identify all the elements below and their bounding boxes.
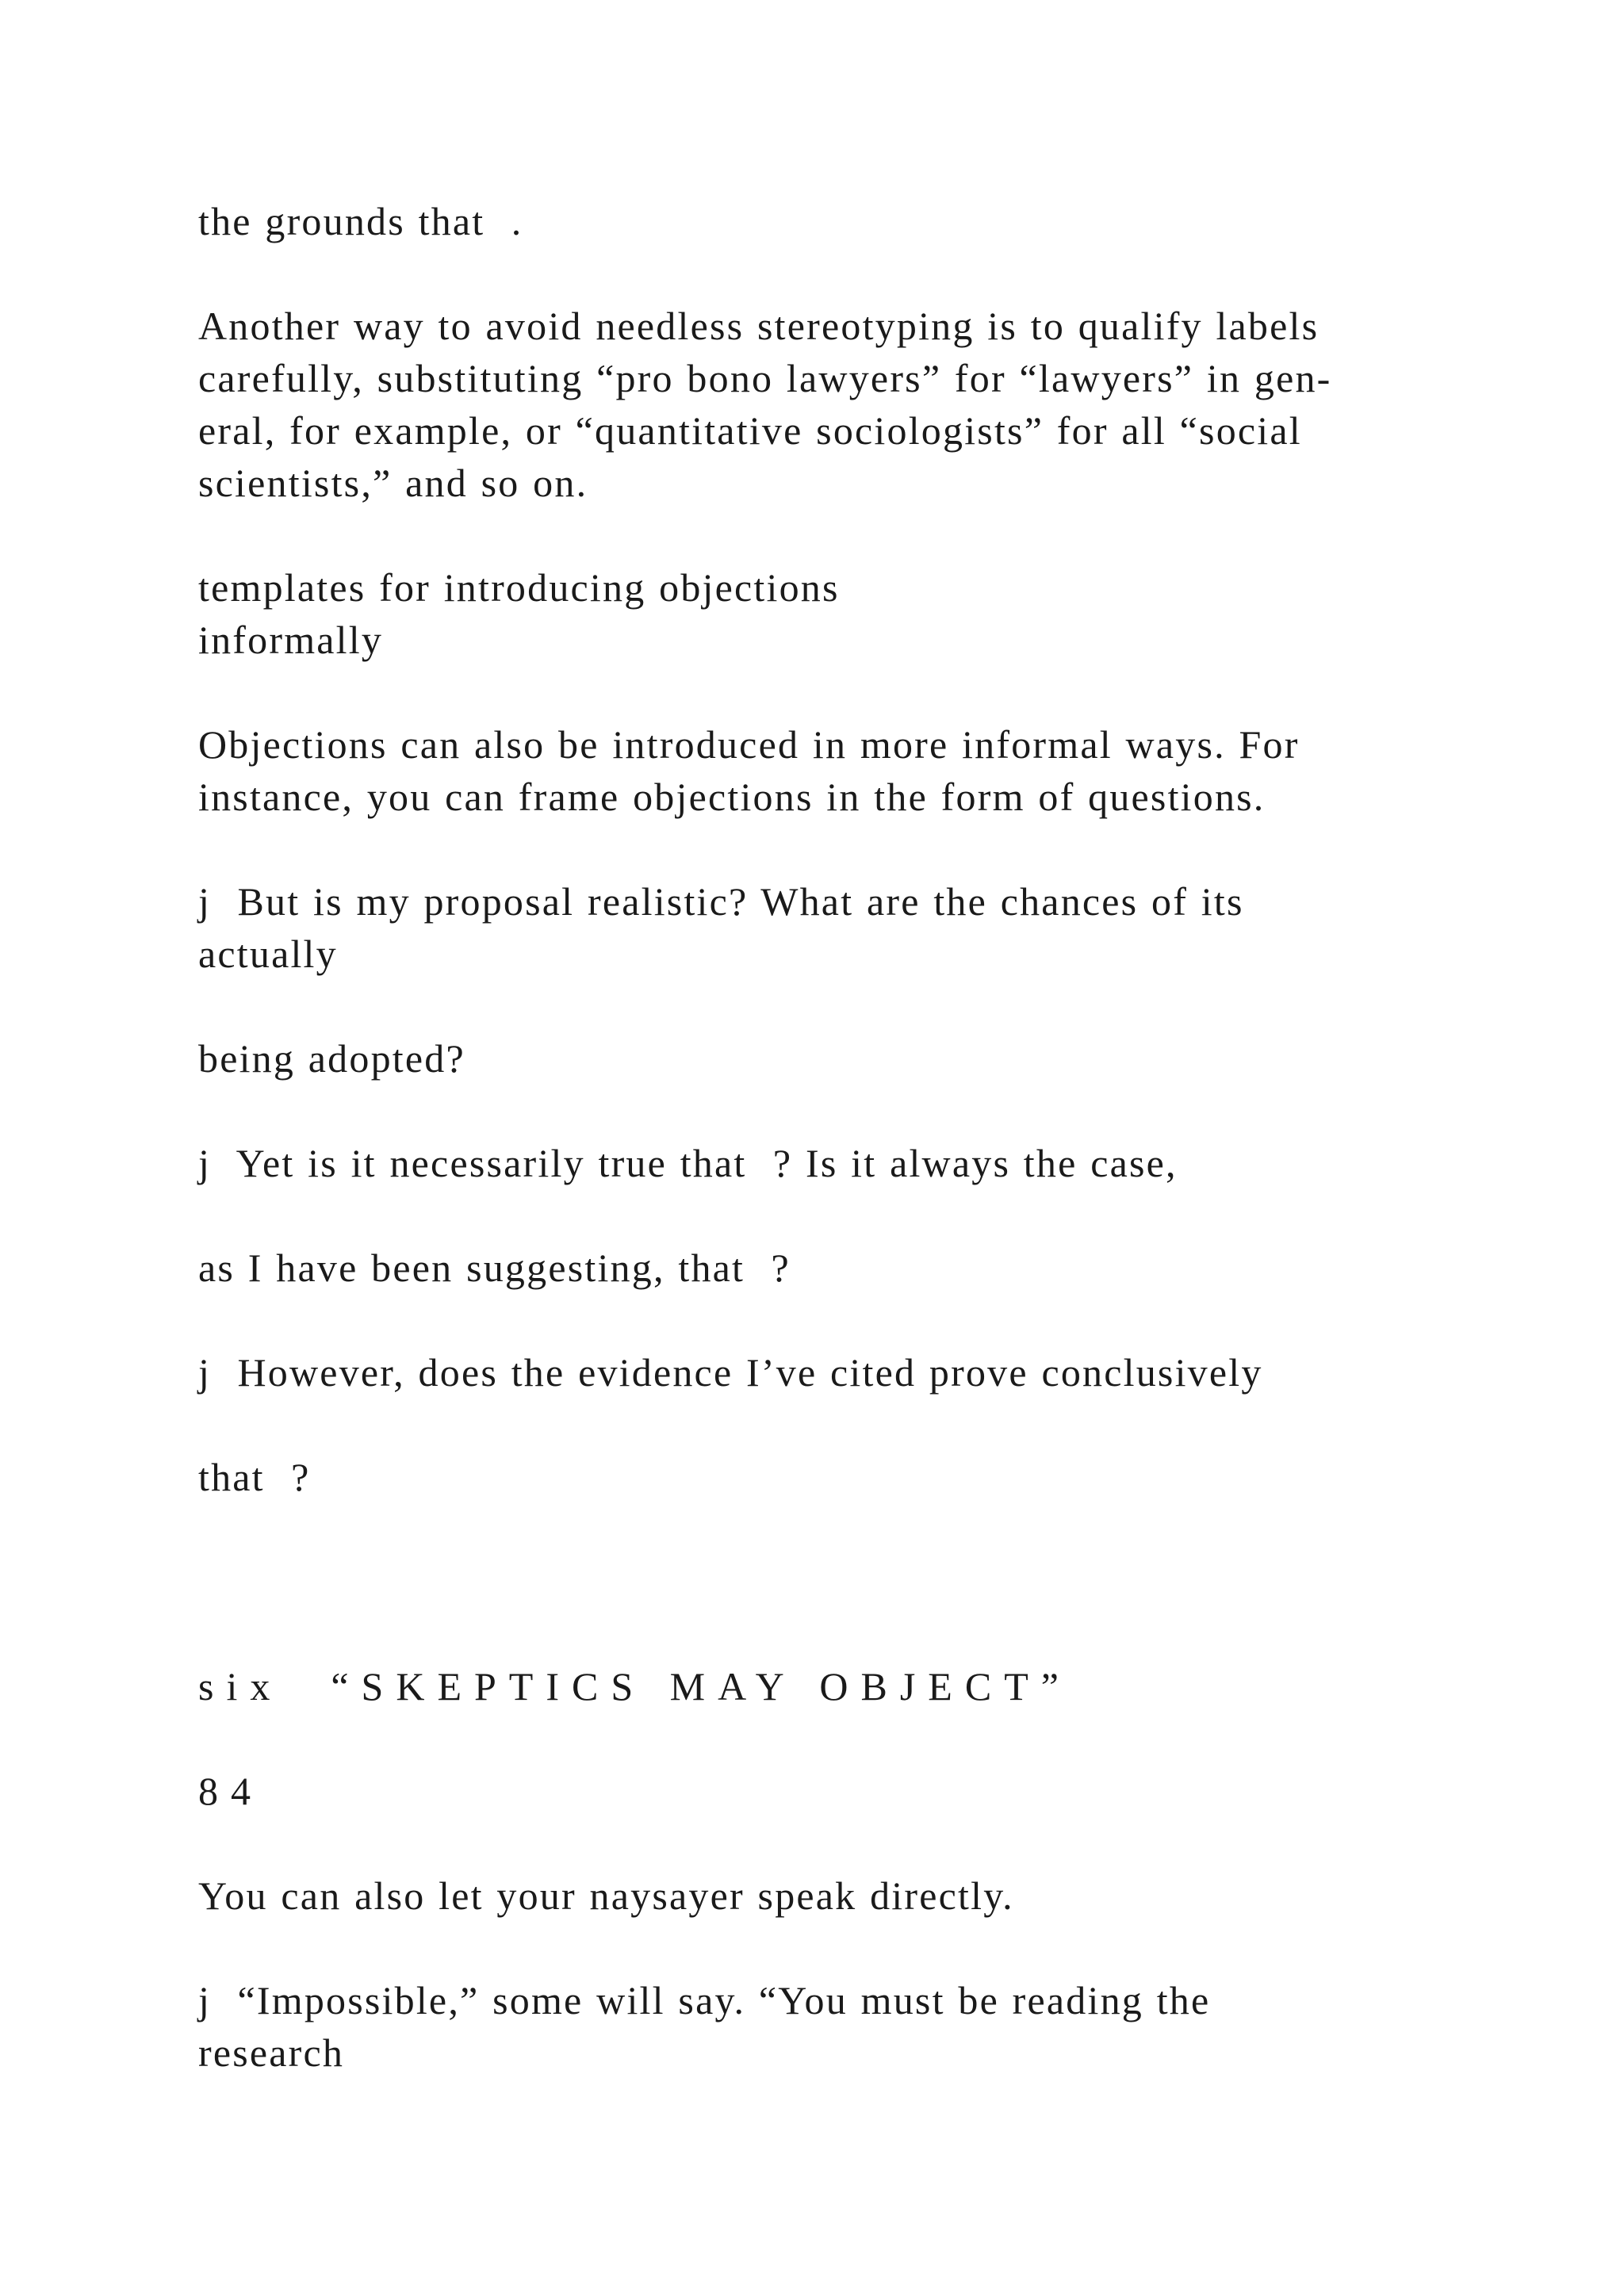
template-item: j Yet is it necessarily true that ? Is it always the case, — [198, 1141, 1178, 1185]
template-item: that ? — [198, 1455, 311, 1499]
paragraph-line: carefully, substituting “pro bono lawyers” for “lawyers” in gen- — [198, 356, 1332, 400]
paragraph-line: eral, for example, or “quantitative sociologists” for all “social — [198, 408, 1302, 453]
paragraph-line: Another way to avoid needless stereotyping is to qualify labels — [198, 304, 1320, 348]
template-item: actually — [198, 932, 338, 976]
paragraph-line: scientists,” and so on. — [198, 461, 588, 505]
template-item: j However, does the evidence I’ve cited prove conclusively — [198, 1350, 1263, 1395]
template-item: as I have been suggesting, that ? — [198, 1246, 791, 1290]
paragraph-line: You can also let your naysayer speak directly. — [198, 1873, 1014, 1918]
template-item: j But is my proposal realistic? What are the chances of its — [198, 879, 1244, 924]
template-item: j “Impossible,” some will say. “You must be reading the — [198, 1978, 1211, 2022]
page-number: 84 — [198, 1769, 263, 1813]
text-line: the grounds that . — [198, 199, 523, 243]
section-heading: informally — [198, 618, 384, 662]
template-item: research — [198, 2030, 345, 2075]
running-header: six “SKEPTICS MAY OBJECT” — [198, 1664, 1071, 1709]
paragraph-line: Objections can also be introduced in more informal ways. For — [198, 722, 1300, 767]
section-heading: templates for introducing objections — [198, 565, 840, 610]
template-item: being adopted? — [198, 1036, 465, 1081]
paragraph-line: instance, you can frame objections in the form of questions. — [198, 775, 1266, 819]
